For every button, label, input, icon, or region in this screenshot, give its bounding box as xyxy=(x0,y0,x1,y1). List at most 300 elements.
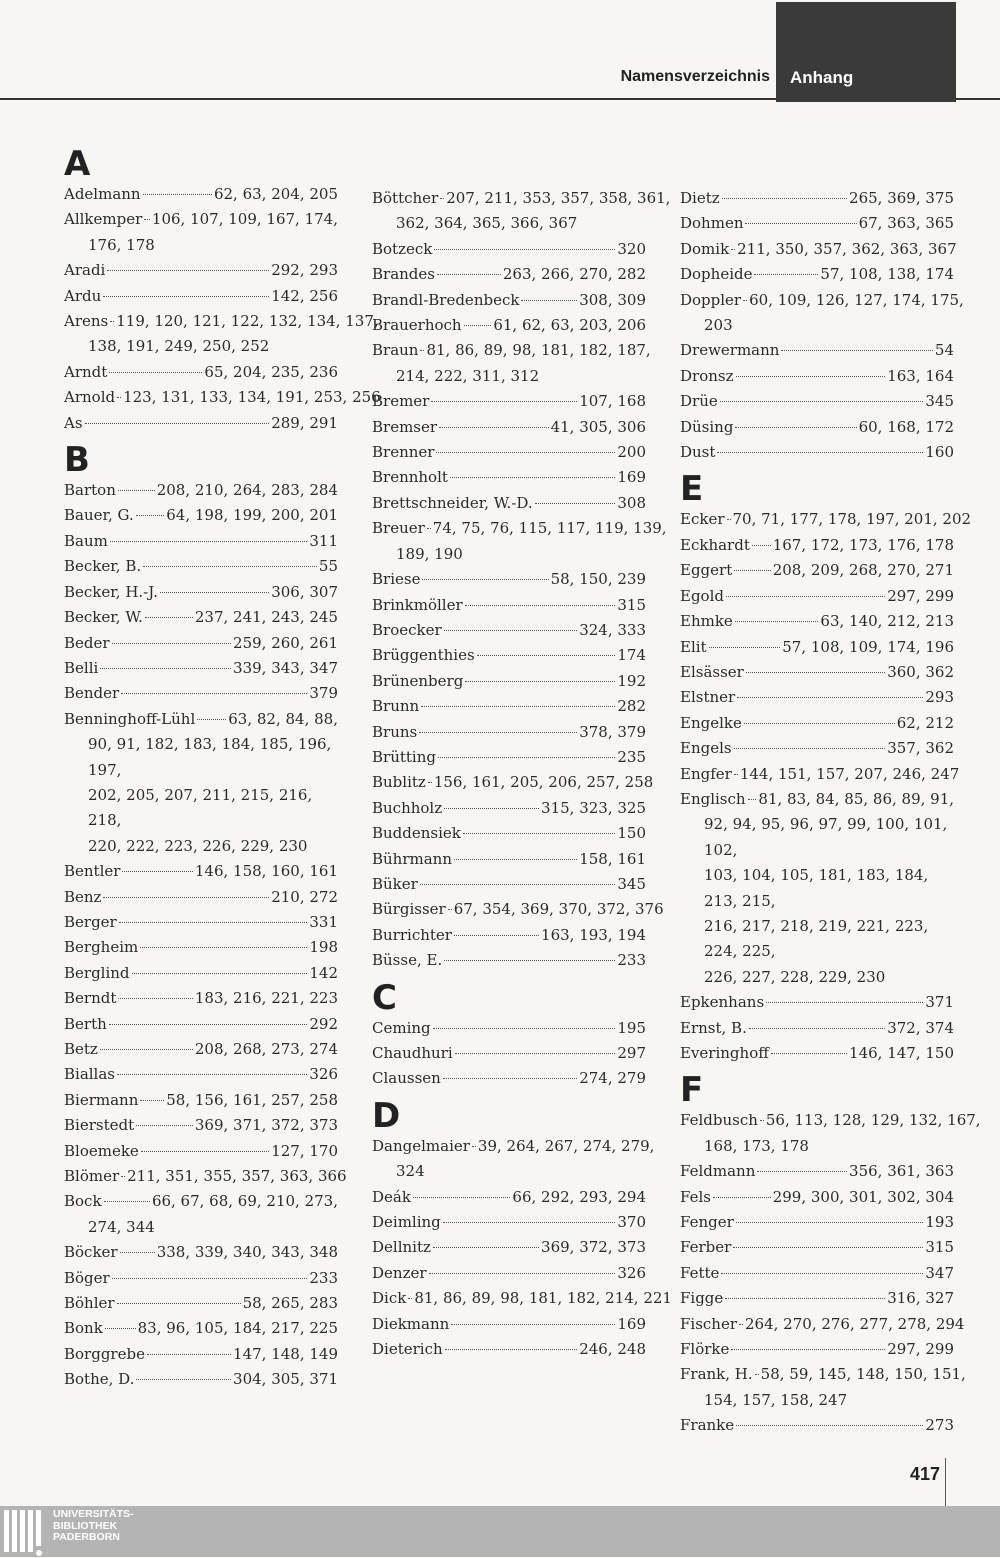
dot-leader xyxy=(733,1247,923,1248)
dot-leader xyxy=(439,427,549,428)
index-entry-name: Epkenhans xyxy=(680,993,765,1012)
index-entry-row xyxy=(680,787,954,812)
index-entry-row xyxy=(372,643,646,668)
index-letter-heading: B xyxy=(64,440,90,481)
index-entry-pages-continued: 203 xyxy=(704,316,733,335)
index-entry-row xyxy=(680,660,954,685)
index-entry-row xyxy=(64,935,338,960)
index-entry-pages: 345 xyxy=(925,392,954,411)
index-entry-name: Benz xyxy=(64,887,102,906)
index-entry-name: Ardu xyxy=(64,286,102,305)
index-entry-pages: 379 xyxy=(309,684,338,703)
dot-leader xyxy=(709,647,781,648)
index-entry-pages: 311 xyxy=(309,531,338,550)
index-entry-row xyxy=(64,529,338,554)
index-entry-name: Ernst, B. xyxy=(680,1018,747,1037)
index-column-2 xyxy=(372,186,672,1362)
index-entry-name: Buchholz xyxy=(372,798,443,817)
index-entry-name: Böcker xyxy=(64,1243,118,1262)
index-entry-pages: 211, 351, 355, 357, 363, 366 xyxy=(127,1167,347,1186)
index-entry xyxy=(372,618,646,643)
index-entry-row xyxy=(372,745,646,770)
dot-leader xyxy=(419,732,577,733)
index-entry-name: Berth xyxy=(64,1014,107,1033)
index-entry-pages: 293 xyxy=(925,688,954,707)
index-entry xyxy=(680,440,954,465)
dot-leader xyxy=(450,477,615,478)
index-entry-pages: 81, 83, 84, 85, 86, 89, 91, xyxy=(758,789,954,808)
dot-leader xyxy=(736,1425,923,1426)
index-entry xyxy=(64,284,338,309)
index-entry-name: Brandes xyxy=(372,265,435,284)
index-entry-name: Bruns xyxy=(372,722,418,741)
index-entry-name: Büker xyxy=(372,874,418,893)
dot-leader xyxy=(136,1379,231,1380)
index-entry-pages: 146, 158, 160, 161 xyxy=(194,862,338,881)
index-entry-row xyxy=(64,503,338,528)
index-entry-row xyxy=(372,1041,646,1066)
index-entry-pages-continued: 216, 217, 218, 219, 221, 223, 224, 225, xyxy=(704,916,929,961)
index-entry-row xyxy=(680,635,954,660)
index-entry xyxy=(372,1041,646,1066)
index-entry-row xyxy=(680,584,954,609)
index-entry-row xyxy=(64,1088,338,1113)
index-entry xyxy=(64,605,338,630)
index-entry xyxy=(372,313,646,338)
dot-leader xyxy=(117,1303,241,1304)
index-entry-name: Bothe, D. xyxy=(64,1370,135,1389)
dot-leader xyxy=(437,274,501,275)
index-entry-name: Borggrebe xyxy=(64,1344,145,1363)
dot-leader xyxy=(413,1197,510,1198)
index-entry-name: Adelmann xyxy=(64,185,141,203)
dot-leader xyxy=(745,223,856,224)
index-entry-name: As xyxy=(64,413,83,432)
dot-leader xyxy=(760,1120,764,1121)
index-entry-name: Engels xyxy=(680,739,732,758)
dot-leader xyxy=(140,947,307,948)
index-entry-pages-continued: 168, 173, 178 xyxy=(704,1136,809,1155)
dot-leader xyxy=(754,274,818,275)
index-entry-pages: 62, 212 xyxy=(896,713,954,732)
index-entry xyxy=(372,415,646,440)
index-entry-row xyxy=(64,910,338,935)
index-entry-name: Bierstedt xyxy=(64,1116,135,1135)
index-entry-pages: 339, 343, 347 xyxy=(233,658,338,677)
index-entry-row xyxy=(372,415,646,440)
index-entry-name: Fischer xyxy=(680,1314,738,1333)
index-entry xyxy=(680,288,964,339)
dot-leader xyxy=(100,668,231,669)
index-entry-name: Becker, H.-J. xyxy=(64,582,158,601)
dot-leader xyxy=(736,1222,924,1223)
index-entry xyxy=(680,211,954,236)
index-entry-pages: 299, 300, 301, 302, 304 xyxy=(772,1187,954,1206)
index-entry xyxy=(680,1041,954,1066)
dot-leader xyxy=(722,198,847,199)
index-entry-row xyxy=(64,656,338,681)
index-entry xyxy=(680,635,954,660)
index-entry xyxy=(64,1164,347,1189)
index-entry xyxy=(64,1189,338,1240)
index-entry-name: Arens xyxy=(64,312,109,331)
dot-leader xyxy=(749,1028,885,1029)
index-entry-name: Brunn xyxy=(372,697,420,716)
index-entry-pages: 315, 323, 325 xyxy=(541,798,646,817)
index-entry-name: Becker, W. xyxy=(64,608,143,627)
index-entry-pages: 58, 150, 239 xyxy=(550,570,646,589)
index-letter-heading: A xyxy=(64,144,91,184)
index-entry xyxy=(372,1134,655,1185)
library-name-line-2: BIBLIOTHEK xyxy=(53,1519,118,1532)
index-entry-name: Fels xyxy=(680,1187,711,1206)
index-entry-pages: 308, 309 xyxy=(579,290,646,309)
index-entry-name: Doppler xyxy=(680,290,742,309)
index-entry-name: Düsing xyxy=(680,417,734,436)
index-entry-name: Brüggenthies xyxy=(372,646,475,665)
dot-leader xyxy=(140,1100,164,1101)
dot-leader xyxy=(433,1247,539,1248)
index-entry-row xyxy=(372,1185,646,1210)
index-entry-name: Allkemper xyxy=(64,210,143,229)
index-entry-pages: 316, 327 xyxy=(887,1289,954,1308)
index-entry xyxy=(372,262,646,287)
index-entry-name: Dietz xyxy=(680,189,720,207)
index-entry-pages: 150 xyxy=(617,824,646,843)
index-entry xyxy=(372,1261,646,1286)
index-entry-row xyxy=(372,465,646,490)
dot-leader xyxy=(136,1125,193,1126)
index-entry xyxy=(372,720,646,745)
index-entry-name: Biermann xyxy=(64,1090,139,1109)
index-entry xyxy=(680,507,972,532)
dot-leader xyxy=(535,503,616,504)
index-entry xyxy=(372,1337,646,1362)
index-entry-pages: 60, 109, 126, 127, 174, 175, xyxy=(749,290,964,309)
index-entry-pages: 304, 305, 371 xyxy=(233,1370,338,1389)
index-entry-row xyxy=(372,1066,646,1091)
index-entry-row xyxy=(64,1342,338,1367)
index-entry-name: Franke xyxy=(680,1416,735,1435)
index-entry-row xyxy=(64,605,338,630)
index-entry-pages: 198 xyxy=(309,938,338,957)
index-entry-pages: 192 xyxy=(617,671,646,690)
index-entry-name: Everinghoff xyxy=(680,1044,769,1062)
dot-leader xyxy=(465,605,616,606)
index-entry xyxy=(64,182,338,207)
index-entry-pages: 360, 362 xyxy=(887,662,954,681)
dot-leader xyxy=(734,570,770,571)
index-entry xyxy=(372,1286,672,1311)
index-entry-row xyxy=(680,533,954,558)
index-entry xyxy=(372,389,646,414)
dot-leader xyxy=(408,1298,412,1299)
index-entry xyxy=(372,288,646,313)
index-entry-pages: 183, 216, 221, 223 xyxy=(194,989,338,1008)
index-entry-row xyxy=(680,609,954,634)
index-entry-name: Brünenberg xyxy=(372,671,464,690)
index-entry-pages: 370 xyxy=(617,1213,646,1232)
index-entry-pages: 62, 63, 204, 205 xyxy=(213,185,338,203)
index-letter-heading: C xyxy=(372,977,397,1018)
index-entry-pages: 297, 299 xyxy=(887,1340,954,1359)
index-entry-name: Bremser xyxy=(372,417,438,436)
dot-leader xyxy=(197,719,226,720)
dot-leader xyxy=(757,1171,847,1172)
index-entry-pages: 58, 156, 161, 257, 258 xyxy=(166,1090,338,1109)
index-entry-name: Brinkmöller xyxy=(372,595,463,614)
index-column-1 xyxy=(64,140,381,1393)
index-entry-row xyxy=(680,262,954,287)
index-entry-row xyxy=(372,720,646,745)
index-entry-name: Diekmann xyxy=(372,1314,450,1333)
index-entry-row xyxy=(680,389,954,414)
index-entry-name: Bender xyxy=(64,684,120,703)
dot-leader xyxy=(734,774,738,775)
index-entry-pages: 259, 260, 261 xyxy=(233,633,338,652)
index-entry-row xyxy=(64,1164,347,1189)
index-entry xyxy=(680,262,954,287)
index-entry-name: Fenger xyxy=(680,1213,734,1232)
dot-leader xyxy=(117,1074,307,1075)
index-entry-row xyxy=(64,360,338,385)
index-entry-pages: 39, 264, 267, 274, 279, xyxy=(477,1136,655,1155)
index-entry-pages: 63, 82, 84, 88, xyxy=(228,709,338,728)
dot-leader xyxy=(100,1049,193,1050)
dot-leader xyxy=(445,1349,578,1350)
dot-leader xyxy=(444,808,539,809)
dot-leader xyxy=(713,1197,771,1198)
index-entry-row xyxy=(64,1139,338,1164)
index-entry xyxy=(372,1235,646,1260)
index-entry xyxy=(64,859,338,884)
dot-leader xyxy=(737,697,923,698)
index-entry xyxy=(64,631,338,656)
dot-leader xyxy=(147,1354,231,1355)
index-entry-pages: 292 xyxy=(309,1014,338,1033)
index-entry-row xyxy=(372,1134,655,1159)
index-entry-name: Brauerhoch xyxy=(372,316,462,335)
index-entry-row xyxy=(680,237,957,262)
index-column-3 xyxy=(680,186,981,1439)
index-entry-row xyxy=(680,186,954,211)
index-entry-row xyxy=(372,516,667,541)
index-entry-pages-continued: 92, 94, 95, 96, 97, 99, 100, 101, 102, xyxy=(704,815,948,859)
index-entry xyxy=(680,1286,954,1311)
index-entry-name: Arndt xyxy=(64,362,108,381)
index-entry xyxy=(64,1139,338,1164)
index-entry-name: Benninghoff-Lühl xyxy=(64,709,196,728)
index-entry-row xyxy=(64,885,338,910)
index-letter-heading: F xyxy=(680,1070,704,1111)
index-entry-row xyxy=(64,1266,338,1291)
index-entry xyxy=(680,584,954,609)
index-entry-name: Berndt xyxy=(64,989,117,1008)
index-entry-row xyxy=(680,1016,954,1041)
dot-leader xyxy=(444,630,578,631)
index-entry xyxy=(680,685,954,710)
dot-leader xyxy=(121,693,307,694)
dot-leader xyxy=(455,1053,616,1054)
index-entry-pages: 369, 371, 372, 373 xyxy=(194,1116,338,1135)
index-entry-pages-continued: 189, 190 xyxy=(396,544,463,563)
dot-leader xyxy=(746,672,885,673)
index-entry xyxy=(680,990,954,1015)
index-entry xyxy=(64,207,338,258)
index-entry-row xyxy=(372,338,651,363)
index-entry-row xyxy=(64,182,338,207)
index-entry-row xyxy=(372,1286,672,1311)
index-entry-pages: 282 xyxy=(617,697,646,716)
index-entry-pages: 264, 270, 276, 277, 278, 294 xyxy=(745,1314,965,1333)
index-entry xyxy=(680,1016,954,1041)
dot-leader xyxy=(781,350,932,351)
index-entry-row xyxy=(680,1108,981,1133)
index-entry-name: Arnold xyxy=(64,388,116,407)
index-entry-name: Brennholt xyxy=(372,468,448,487)
index-entry-row xyxy=(64,258,338,283)
index-entry-pages: 233 xyxy=(617,951,646,970)
index-entry-pages: 56, 113, 128, 129, 132, 167, xyxy=(765,1111,981,1130)
index-entry-pages: 142 xyxy=(309,963,338,982)
dot-leader xyxy=(443,1222,616,1223)
index-entry xyxy=(372,593,646,618)
index-entry xyxy=(680,736,954,761)
index-entry-name: Bentler xyxy=(64,862,121,881)
index-entry-pages: 378, 379 xyxy=(579,722,646,741)
chapter-tab: Anhang xyxy=(776,2,956,102)
dot-leader xyxy=(472,1146,476,1147)
index-entry-name: Dieterich xyxy=(372,1340,443,1359)
index-entry-pages: 81, 86, 89, 98, 181, 182, 214, 221 xyxy=(414,1289,672,1308)
index-entry-pages: 208, 268, 273, 274 xyxy=(194,1040,338,1058)
index-entry xyxy=(372,694,646,719)
dot-leader xyxy=(85,423,270,424)
index-entry xyxy=(64,478,338,503)
index-entry-pages: 163, 164 xyxy=(887,366,954,385)
index-entry xyxy=(64,885,338,910)
index-entry-pages: 174 xyxy=(617,646,646,665)
index-entry-row xyxy=(64,284,338,309)
index-entry-pages: 146, 147, 150 xyxy=(849,1044,954,1062)
index-entry xyxy=(372,847,646,872)
index-entry-name: Dellnitz xyxy=(372,1238,431,1257)
dot-leader xyxy=(440,198,444,199)
index-entry-row xyxy=(680,364,954,389)
dot-leader xyxy=(463,833,615,834)
index-entry-name: Böhler xyxy=(64,1294,115,1313)
index-entry-name: Briese xyxy=(372,570,421,589)
index-entry-row xyxy=(64,1291,338,1316)
index-entry-pages: 265, 369, 375 xyxy=(849,189,954,207)
index-entry-row xyxy=(680,338,954,363)
index-entry-pages: 158, 161 xyxy=(579,849,646,868)
dot-leader xyxy=(121,1176,125,1177)
index-entry-row xyxy=(680,558,954,583)
index-entry-row xyxy=(64,681,338,706)
dot-leader xyxy=(117,397,121,398)
index-entry-row xyxy=(372,669,646,694)
index-entry-row xyxy=(680,1286,954,1311)
index-entry-name: Brenner xyxy=(372,443,435,462)
index-entry-pages: 163, 193, 194 xyxy=(541,925,646,944)
index-entry-pages: 142, 256 xyxy=(271,286,338,305)
index-entry-row xyxy=(680,415,954,440)
index-letter-heading: E xyxy=(680,469,704,510)
index-entry-pages: 233 xyxy=(309,1268,338,1287)
index-entry-row xyxy=(680,1235,954,1260)
index-entry-pages: 306, 307 xyxy=(271,582,338,601)
index-entry-row xyxy=(372,923,646,948)
index-entry-pages-continued: 138, 191, 249, 250, 252 xyxy=(88,337,270,356)
index-entry xyxy=(680,1337,954,1362)
index-entry-pages: 263, 266, 270, 282 xyxy=(502,265,646,284)
index-entry-pages: 169 xyxy=(617,468,646,487)
index-entry-row xyxy=(680,211,954,236)
index-entry-pages: 315 xyxy=(925,1238,954,1257)
dot-leader xyxy=(433,1028,616,1029)
index-entry xyxy=(680,1312,965,1337)
index-entry-name: Berger xyxy=(64,912,117,931)
dot-leader xyxy=(521,300,577,301)
index-entry-name: Deimling xyxy=(372,1213,441,1232)
index-entry xyxy=(64,1062,338,1087)
index-entry-row xyxy=(372,593,646,618)
dot-leader xyxy=(420,884,616,885)
index-entry-pages: 326 xyxy=(617,1263,646,1282)
index-entry-row xyxy=(680,1312,965,1337)
index-entry-row xyxy=(372,948,646,973)
dot-leader xyxy=(112,643,231,644)
index-entry-name: Böttcher xyxy=(372,189,439,207)
index-entry-row xyxy=(64,1062,338,1087)
index-entry-pages: 60, 168, 172 xyxy=(858,417,954,436)
dot-leader xyxy=(118,490,155,491)
index-entry xyxy=(680,558,954,583)
index-entry-pages: 237, 241, 243, 245 xyxy=(194,608,338,627)
index-entry-name: Braun xyxy=(372,341,419,360)
index-entry-row xyxy=(680,288,964,313)
index-entry-name: Englisch xyxy=(680,789,746,808)
index-entry-pages: 66, 292, 293, 294 xyxy=(512,1187,646,1206)
index-entry-name: Breuer xyxy=(372,519,425,538)
index-entry-name: Botzeck xyxy=(372,239,433,258)
index-entry xyxy=(680,1235,954,1260)
index-entry-pages: 58, 59, 145, 148, 150, 151, xyxy=(760,1365,966,1384)
dot-leader xyxy=(735,621,819,622)
index-entry-row xyxy=(372,796,646,821)
index-entry-name: Domik xyxy=(680,239,730,258)
index-entry-pages: 83, 96, 105, 184, 217, 225 xyxy=(137,1319,338,1338)
index-entry-row xyxy=(680,1159,954,1184)
dot-leader xyxy=(735,427,856,428)
index-entry-name: Engfer xyxy=(680,764,732,783)
index-entry-name: Eckhardt xyxy=(680,535,750,554)
index-entry-pages: 320 xyxy=(617,239,646,258)
index-entry-pages-continued: 103, 104, 105, 181, 183, 184, 213, 215, xyxy=(704,866,929,910)
index-entry-name: Bürgisser xyxy=(372,900,446,919)
dot-leader xyxy=(454,935,539,936)
dot-leader xyxy=(771,1053,847,1054)
index-entry-row xyxy=(372,770,654,795)
index-entry xyxy=(680,609,954,634)
index-entry-name: Ferber xyxy=(680,1238,732,1257)
index-entry-name: Buddensiek xyxy=(372,824,461,843)
index-entry xyxy=(64,385,381,410)
index-entry-name: Flörke xyxy=(680,1340,730,1359)
index-entry-pages: 74, 75, 76, 115, 117, 119, 139, xyxy=(432,519,667,538)
index-entry-row xyxy=(680,1041,954,1066)
